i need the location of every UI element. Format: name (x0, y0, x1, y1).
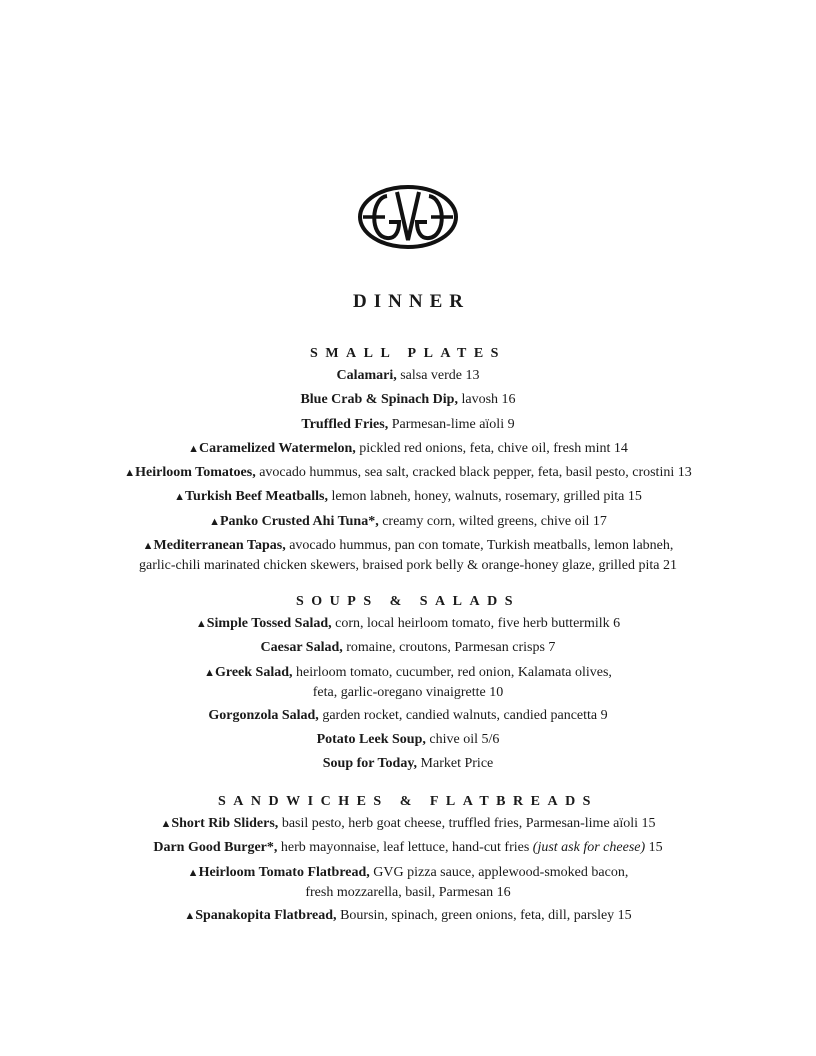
section-heading: SMALL PLATES (310, 346, 506, 361)
menu-item: ▲Panko Crusted Ahi Tuna*, creamy corn, wilted greens, chive oil 17 (209, 513, 607, 529)
gvg-logo-icon (357, 184, 459, 250)
menu-item: ▲Caramelized Watermelon, pickled red onions, feta, chive oil, fresh mint 14 (188, 440, 628, 456)
menu-item: ▲Spanakopita Flatbread, Boursin, spinach, green onions, feta, dill, parsley 15 (184, 907, 632, 923)
menu-item: Potato Leek Soup, chive oil 5/6 (316, 731, 500, 747)
section-heading: SOUPS & SALADS (295, 594, 521, 609)
section-soups-salads (0, 592, 816, 776)
menu-item: ▲Greek Salad, heirloom tomato, cucumber, red onion, Kalamata olives, feta, garlic-oregano vinaigrette 10 (204, 664, 612, 700)
menu-item: ▲Turkish Beef Meatballs, lemon labneh, honey, walnuts, rosemary, grilled pita 15 (174, 489, 642, 505)
menu-item: Calamari, salsa verde 13 (336, 368, 480, 383)
section-heading: SANDWICHES & FLATBREADS (218, 794, 598, 809)
menu-item: ▲Simple Tossed Salad, corn, local heirloom tomato, five herb buttermilk 6 (195, 616, 621, 631)
menu-item: ▲Heirloom Tomato Flatbread, GVG pizza sauce, applewood-smoked bacon, fresh mozzarella, basil, Parmesan 16 (187, 864, 629, 900)
menu-item: Gorgonzola Salad, garden rocket, candied walnuts, candied pancetta 9 (208, 707, 608, 723)
menu-item: Soup for Today, Market Price (322, 756, 494, 772)
menu-item: Truffled Fries, Parmesan-lime aïoli 9 (301, 416, 515, 432)
menu-item: Caesar Salad, romaine, croutons, Parmesan crisps 7 (260, 640, 556, 656)
section-sandwiches-flatbreads (0, 792, 816, 928)
menu-title: DINNER (353, 291, 470, 312)
menu-item: ▲Short Rib Sliders, basil pesto, herb goat cheese, truffled fries, Parmesan-lime aïoli 15 (160, 816, 656, 831)
menu-item: Darn Good Burger*, herb mayonnaise, leaf lettuce, hand-cut fries (just ask for cheese) 15 (153, 840, 663, 856)
menu-item: ▲Mediterranean Tapas, avocado hummus, pan con tomate, Turkish meatballs, lemon labneh, garlic-chili marinated chicken skewers, braised pork belly & orange-honey glaze, grilled pita 21 (138, 538, 678, 574)
section-small-plates (0, 344, 816, 577)
menu-item: Blue Crab & Spinach Dip, lavosh 16 (300, 392, 516, 408)
menu-item: ▲Heirloom Tomatoes, avocado hummus, sea salt, cracked black pepper, feta, basil pesto, crostini 13 (124, 465, 692, 481)
